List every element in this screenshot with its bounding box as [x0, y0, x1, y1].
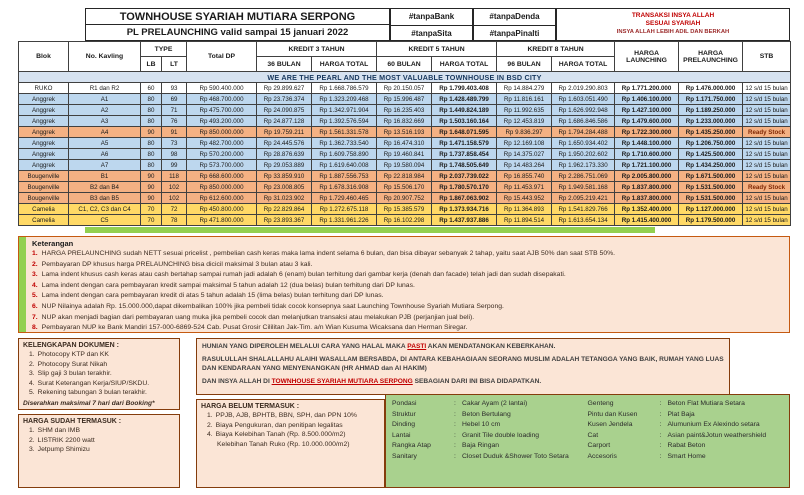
- cell-kavling: A3: [69, 116, 141, 127]
- quote-box: [196, 338, 730, 395]
- belum-termasuk-item-cont: Kelebihan Tanah Ruko (Rp. 10.000.000/m2): [217, 440, 350, 448]
- kelengkapan-dokumen-footer: Diserahkan maksimal 7 hari dari Booking*: [23, 399, 155, 407]
- spec-row: Genteng : Beton Flat Mutiara Setara: [587, 400, 745, 407]
- green-divider-strip: [85, 227, 655, 233]
- col-header-lb: LB: [141, 57, 162, 72]
- cell-kavling: C1, C2, C3 dan C4: [69, 204, 141, 215]
- quote-line: HUNIAN YANG DIPEROLEH MELALUI CARA YANG HALAL MAKA PASTI AKAN MENDATANGKAN KEBERKAHAN.: [202, 343, 556, 350]
- spec-row: Dinding : Hebel 10 cm: [392, 421, 501, 428]
- dokumen-item: 1. Photocopy KTP dan KK: [29, 351, 109, 358]
- spec-row: Lantai : Granit Tile double loading: [392, 431, 540, 439]
- kelengkapan-dokumen-title: KELENGKAPAN DOKUMEN :: [23, 342, 119, 349]
- cell-kavling: A1: [69, 94, 141, 105]
- cell-k96: Rp 11.894.514: [497, 215, 552, 226]
- col-header-prelaunching: HARGA PRELAUNCHING: [679, 42, 743, 72]
- cell-launch: Rp 1.406.100.000: [615, 94, 679, 105]
- cell-launch: Rp 1.722.300.000: [615, 127, 679, 138]
- cell-t60: Rp 1.648.071.595: [432, 127, 497, 138]
- cell-launch: Rp 1.427.100.000: [615, 105, 679, 116]
- cell-t60: Rp 1.449.824.189: [432, 105, 497, 116]
- cell-k96: Rp 12.453.819: [497, 116, 552, 127]
- spec-row: Accesoris : Smart Home: [587, 452, 706, 460]
- cell-launch: Rp 1.448.100.000: [615, 138, 679, 149]
- cell-lb: 70: [141, 204, 162, 215]
- cell-t96: Rp 1.686.846.586: [552, 116, 615, 127]
- cell-blok: Anggrek: [19, 94, 69, 105]
- hashtag-column-1: [390, 8, 473, 41]
- cell-k96: Rp 11.453.971: [497, 182, 552, 193]
- cell-dp: Rp 668.600.000: [187, 171, 257, 182]
- cell-lt: 118: [162, 171, 187, 182]
- cell-k60: Rp 19.460.841: [377, 149, 432, 160]
- table-row: [19, 204, 791, 215]
- cell-t96: Rp 1.541.829.766: [552, 204, 615, 215]
- quote-line: DAN INSYA ALLAH DI TOWNHOUSE SYARIAH MUTIARA SERPONG SEBAGIAN DARI INI BISA DIDAPATKAN.: [202, 378, 542, 385]
- sudah-termasuk-item: 1. SHM dan IMB: [29, 427, 80, 434]
- syariah-note: [556, 8, 790, 41]
- spec-row: Cat : Asian paint&Jotun weathershield: [587, 431, 767, 439]
- cell-dp: Rp 850.000.000: [187, 127, 257, 138]
- cell-stb: 12 s/d 15 bulan: [743, 193, 791, 204]
- cell-t60: Rp 1.428.489.799: [432, 94, 497, 105]
- belum-termasuk-item: 4. Biaya Kelebihan Tanah (Rp. 8.500.000/m2): [207, 431, 346, 438]
- keterangan-note: 1. HARGA PRELAUNCHING sudah NETT sesuai pricelist , pembelian cash keras maka lama indent selama 6 bulan, dan bisa dibayar sebanyak 2 tahap, yaitu saat AJB 50% dan saat STB 50%.: [32, 250, 616, 257]
- cell-k60: Rp 22.818.984: [377, 171, 432, 182]
- cell-lb: 80: [141, 160, 162, 171]
- syariah-note-line1: TRANSAKSI INSYA ALLAH: [631, 12, 715, 19]
- cell-k36: Rp 24.877.128: [257, 116, 312, 127]
- cell-k36: Rp 24.090.875: [257, 105, 312, 116]
- cell-dp: Rp 482.700.000: [187, 138, 257, 149]
- cell-t96: Rp 1.603.051.490: [552, 94, 615, 105]
- cell-t60: Rp 1.503.160.164: [432, 116, 497, 127]
- cell-stb: 12 s/d 15 bulan: [743, 83, 791, 94]
- cell-pre: Rp 1.425.500.000: [679, 149, 743, 160]
- cell-lt: 102: [162, 193, 187, 204]
- table-row: [19, 160, 791, 171]
- col-header-lt: LT: [162, 57, 187, 72]
- cell-t60: Rp 1.471.158.579: [432, 138, 497, 149]
- col-header-kavling: No. Kavling: [69, 42, 141, 72]
- cell-stb: 12 s/d 15 bulan: [743, 116, 791, 127]
- cell-t60: Rp 1.748.505.649: [432, 160, 497, 171]
- cell-kavling: B1: [69, 171, 141, 182]
- banner-text: WE ARE THE PEARL AND THE MOST VALUABLE TOWNHOUSE IN BSD CITY: [19, 72, 791, 83]
- cell-stb: 12 s/d 15 bulan: [743, 138, 791, 149]
- harga-sudah-termasuk-box: [18, 414, 180, 488]
- cell-pre: Rp 1.233.000.000: [679, 116, 743, 127]
- cell-lb: 80: [141, 94, 162, 105]
- spesifikasi-left-column: [392, 399, 588, 483]
- dokumen-item: 4. Surat Keterangan Kerja/SIUP/SKDU.: [29, 379, 150, 387]
- cell-t36: Rp 1.323.209.468: [312, 94, 377, 105]
- table-row: [19, 83, 791, 94]
- cell-stb: Ready Stock: [743, 127, 791, 138]
- spec-row: Struktur : Beton Bertulang: [392, 410, 511, 418]
- cell-launch: Rp 1.710.600.000: [615, 149, 679, 160]
- cell-t96: Rp 2.286.751.069: [552, 171, 615, 182]
- cell-dp: Rp 612.600.000: [187, 193, 257, 204]
- cell-stb: 12 s/d 15 bulan: [743, 215, 791, 226]
- cell-launch: Rp 1.479.600.000: [615, 116, 679, 127]
- cell-pre: Rp 1.476.000.000: [679, 83, 743, 94]
- cell-lb: 80: [141, 116, 162, 127]
- cell-lt: 76: [162, 116, 187, 127]
- spec-row: Carport : Rabat Beton: [587, 442, 706, 449]
- cell-stb: 12 s/d 15 bulan: [743, 160, 791, 171]
- price-table: [18, 41, 791, 226]
- col-header-kredit3: KREDIT 3 TAHUN: [257, 42, 377, 57]
- cell-dp: Rp 493.200.000: [187, 116, 257, 127]
- table-row: [19, 94, 791, 105]
- table-row: [19, 215, 791, 226]
- sudah-termasuk-item: 3. Jetpump Shimizu: [29, 446, 90, 453]
- cell-t36: Rp 1.561.331.578: [312, 127, 377, 138]
- keterangan-note: 3. Lama indent khusus cash keras atau cash bertahap sampai rumah jadi adalah 6 (enam) bulan terhitung dari gambar kerja (denah dan facade) telah jadi dan sudah disepakati.: [32, 271, 566, 279]
- cell-kavling: C5: [69, 215, 141, 226]
- cell-launch: Rp 1.721.100.000: [615, 160, 679, 171]
- cell-k60: Rp 13.516.193: [377, 127, 432, 138]
- cell-launch: Rp 1.415.400.000: [615, 215, 679, 226]
- cell-launch: Rp 1.771.200.000: [615, 83, 679, 94]
- table-row: [19, 149, 791, 160]
- cell-lb: 60: [141, 83, 162, 94]
- spesifikasi-right-column: [588, 399, 784, 483]
- col-header-kredit5: KREDIT 5 TAHUN: [377, 42, 497, 57]
- cell-k96: Rp 15.443.952: [497, 193, 552, 204]
- spesifikasi-box: [385, 394, 790, 488]
- cell-pre: Rp 1.127.000.000: [679, 204, 743, 215]
- cell-launch: Rp 1.837.800.000: [615, 182, 679, 193]
- harga-belum-termasuk-title: HARGA BELUM TERMASUK :: [201, 403, 300, 410]
- cell-lb: 70: [141, 215, 162, 226]
- cell-k36: Rp 31.023.902: [257, 193, 312, 204]
- cell-stb: 12 s/d 15 bulan: [743, 204, 791, 215]
- syariah-note-line3: INSYA ALLAH LEBIH ADIL DAN BERKAH: [616, 29, 730, 35]
- cell-k96: Rp 14.483.264: [497, 160, 552, 171]
- quote-line: RASULULLAH SHALALLAHU ALAIHI WASALLAM BERSABDA, DI ANTARA KEBAHAGIAAN SEORANG MUSLIM ADALAH TETANGGA YANG BAIK, RUMAH YANG LUAS DAN KENDARAAN YANG MENYENANGKAN (HR AHMAD dan Al HAKIM): [202, 356, 724, 372]
- table-row: [19, 138, 791, 149]
- cell-blok: Camelia: [19, 215, 69, 226]
- cell-kavling: A5: [69, 138, 141, 149]
- col-header-harga-total-3: HARGA TOTAL: [312, 57, 377, 72]
- cell-k96: Rp 14.884.279: [497, 83, 552, 94]
- cell-k36: Rp 33.859.910: [257, 171, 312, 182]
- cell-blok: Anggrek: [19, 160, 69, 171]
- spec-row: Rangka Atap : Baja Ringan: [392, 442, 500, 449]
- cell-blok: Bougenville: [19, 182, 69, 193]
- col-header-36bulan: 36 BULAN: [257, 57, 312, 72]
- cell-k96: Rp 12.169.108: [497, 138, 552, 149]
- cell-stb: 12 s/d 15 bulan: [743, 105, 791, 116]
- cell-pre: Rp 1.435.250.000: [679, 127, 743, 138]
- cell-t36: Rp 1.609.758.890: [312, 149, 377, 160]
- cell-t60: Rp 1.780.570.170: [432, 182, 497, 193]
- cell-pre: Rp 1.531.500.000: [679, 182, 743, 193]
- cell-lb: 90: [141, 171, 162, 182]
- cell-lt: 99: [162, 160, 187, 171]
- hashtag-column-2: [473, 8, 556, 41]
- table-row: [19, 116, 791, 127]
- cell-k36: Rp 22.829.864: [257, 204, 312, 215]
- page-subtitle: PL PRELAUNCHING valid sampai 15 januari 2022: [126, 27, 349, 38]
- cell-k96: Rp 11.816.161: [497, 94, 552, 105]
- keterangan-note: 2. Pembayaran DP khusus harga PRELAUNCHING bisa dicicil maksimal 3 bulan atau 3 kali.: [32, 260, 313, 268]
- syariah-note-line2: SESUAI SYARIAH: [645, 20, 701, 27]
- col-header-kredit8: KREDIT 8 TAHUN: [497, 42, 615, 57]
- sudah-termasuk-item: 2. LISTRIK 2200 watt: [29, 436, 95, 444]
- col-header-96bulan: 96 BULAN: [497, 57, 552, 72]
- dokumen-item: 2. Photocopy Surat Nikah: [29, 360, 108, 368]
- cell-stb: 12 s/d 15 bulan: [743, 94, 791, 105]
- keterangan-green-bar: [19, 237, 26, 332]
- harga-belum-termasuk-box: [196, 399, 385, 488]
- cell-lb: 80: [141, 138, 162, 149]
- col-header-type: TYPE: [141, 42, 187, 57]
- cell-blok: Camelia: [19, 204, 69, 215]
- cell-pre: Rp 1.206.750.000: [679, 138, 743, 149]
- col-header-blok: Blok: [19, 42, 69, 72]
- belum-termasuk-item: 1. PPJB, AJB, BPHTB, BBN, SPH, dan PPN 10%: [207, 412, 357, 419]
- cell-stb: 12 s/d 15 bulan: [743, 171, 791, 182]
- cell-blok: Anggrek: [19, 149, 69, 160]
- cell-t96: Rp 1.949.581.168: [552, 182, 615, 193]
- hashtag-pinalti: #tanpaPinalti: [489, 28, 540, 38]
- cell-lb: 90: [141, 193, 162, 204]
- cell-t36: Rp 1.668.786.579: [312, 83, 377, 94]
- col-header-harga-total-5: HARGA TOTAL: [432, 57, 497, 72]
- cell-lt: 73: [162, 138, 187, 149]
- cell-t96: Rp 2.019.290.803: [552, 83, 615, 94]
- cell-stb: 12 s/d 15 bulan: [743, 149, 791, 160]
- cell-lt: 69: [162, 94, 187, 105]
- cell-k60: Rp 20.907.752: [377, 193, 432, 204]
- keterangan-note: 6. NUP Nilainya adalah Rp. 15.000.000,dapat dikembalikan 100% jika pembeli tidak cocok konsepnya saat Launching Townhouse Syariah Mutiara Serpong.: [32, 302, 504, 310]
- cell-k36: Rp 19.759.211: [257, 127, 312, 138]
- cell-dp: Rp 850.000.000: [187, 182, 257, 193]
- cell-t36: Rp 1.272.675.118: [312, 204, 377, 215]
- cell-t36: Rp 1.729.460.465: [312, 193, 377, 204]
- cell-t36: Rp 1.331.961.226: [312, 215, 377, 226]
- cell-t60: Rp 1.737.858.454: [432, 149, 497, 160]
- cell-dp: Rp 573.700.000: [187, 160, 257, 171]
- cell-t36: Rp 1.392.576.594: [312, 116, 377, 127]
- cell-k96: Rp 9.836.297: [497, 127, 552, 138]
- cell-k96: Rp 16.855.740: [497, 171, 552, 182]
- title-block: [85, 8, 390, 41]
- cell-pre: Rp 1.671.500.000: [679, 171, 743, 182]
- cell-k60: Rp 16.832.669: [377, 116, 432, 127]
- hashtag-sita: #tanpaSita: [411, 28, 452, 38]
- hashtag-bank: #tanpaBank: [391, 9, 472, 26]
- cell-t60: Rp 1.867.063.902: [432, 193, 497, 204]
- cell-k60: Rp 15.506.170: [377, 182, 432, 193]
- dokumen-item: 5. Rekening tabungan 3 bulan terakhir.: [29, 389, 147, 396]
- cell-pre: Rp 1.434.250.000: [679, 160, 743, 171]
- cell-lt: 71: [162, 105, 187, 116]
- cell-k60: Rp 19.580.094: [377, 160, 432, 171]
- cell-dp: Rp 570.200.000: [187, 149, 257, 160]
- page-title: TOWNHOUSE SYARIAH MUTIARA SERPONG: [86, 9, 389, 25]
- keterangan-note: 8. Pembayaran NUP ke Bank Mandiri 157-000-6869-524 Cab. Pusat Grosir Cililitan Jak-Tim. a/n Wian Kusuma Wicaksana dan Herman Siregar.: [32, 324, 468, 332]
- cell-launch: Rp 1.352.400.000: [615, 204, 679, 215]
- col-header-60bulan: 60 BULAN: [377, 57, 432, 72]
- cell-t60: Rp 1.373.934.716: [432, 204, 497, 215]
- cell-dp: Rp 475.700.000: [187, 105, 257, 116]
- table-row: [19, 182, 791, 193]
- cell-pre: Rp 1.189.250.000: [679, 105, 743, 116]
- hashtag-denda: #tanpaDenda: [474, 9, 555, 26]
- cell-t96: Rp 1.626.992.948: [552, 105, 615, 116]
- cell-k60: Rp 15.996.487: [377, 94, 432, 105]
- col-header-stb: STB: [743, 42, 791, 72]
- cell-kavling: A4: [69, 127, 141, 138]
- cell-kavling: B2 dan B4: [69, 182, 141, 193]
- cell-dp: Rp 468.700.000: [187, 94, 257, 105]
- cell-k60: Rp 16.235.403: [377, 105, 432, 116]
- cell-t96: Rp 1.613.654.134: [552, 215, 615, 226]
- keterangan-notes: [32, 249, 785, 334]
- harga-belum-termasuk-list: [197, 411, 384, 449]
- cell-k36: Rp 23.736.374: [257, 94, 312, 105]
- keterangan-note: 7. NUP akan menjadi bagian dari pembayaran uang muka jika pembeli cocok dan melanjutkan transaksi atau melakukan PJB (perjanjian jual beli).: [32, 313, 475, 321]
- cell-t60: Rp 2.037.739.022: [432, 171, 497, 182]
- col-header-harga-total-8: HARGA TOTAL: [552, 57, 615, 72]
- keterangan-title: Keterangan: [32, 239, 74, 248]
- cell-t60: Rp 1.799.403.408: [432, 83, 497, 94]
- cell-k36: Rp 23.008.805: [257, 182, 312, 193]
- cell-kavling: A6: [69, 149, 141, 160]
- dokumen-item: 3. Slip gaji 3 bulan terakhir.: [29, 370, 112, 377]
- belum-termasuk-item: 2. Biaya Pengukuran, dan penitipan legalitas: [207, 421, 343, 429]
- col-header-total-dp: Total DP: [187, 42, 257, 72]
- cell-t96: Rp 2.095.219.421: [552, 193, 615, 204]
- keterangan-note: 5. Lama indent dengan cara pembayaran kredit di atas 5 tahun adalah 15 (lima belas) bulan terhitung dari DP lunas.: [32, 292, 384, 300]
- cell-blok: Anggrek: [19, 127, 69, 138]
- cell-lb: 90: [141, 182, 162, 193]
- cell-blok: Bougenville: [19, 171, 69, 182]
- kelengkapan-dokumen-box: [18, 338, 180, 410]
- cell-lt: 72: [162, 204, 187, 215]
- cell-dp: Rp 450.800.000: [187, 204, 257, 215]
- cell-t36: Rp 1.342.971.904: [312, 105, 377, 116]
- harga-sudah-termasuk-list: [19, 426, 179, 455]
- cell-k96: Rp 11.364.893: [497, 204, 552, 215]
- cell-lt: 102: [162, 182, 187, 193]
- col-header-launching: HARGA LAUNCHING: [615, 42, 679, 72]
- spec-row: Sanitary : Closet Duduk &Shower Toto Setara: [392, 452, 569, 460]
- table-row: [19, 105, 791, 116]
- cell-blok: Anggrek: [19, 105, 69, 116]
- price-table-body: [19, 83, 791, 226]
- cell-dp: Rp 590.400.000: [187, 83, 257, 94]
- cell-pre: Rp 1.179.500.000: [679, 215, 743, 226]
- cell-launch: Rp 2.005.800.000: [615, 171, 679, 182]
- cell-lt: 98: [162, 149, 187, 160]
- cell-t96: Rp 1.962.173.330: [552, 160, 615, 171]
- harga-sudah-termasuk-title: HARGA SUDAH TERMASUK :: [23, 418, 122, 425]
- cell-blok: Anggrek: [19, 138, 69, 149]
- cell-kavling: A7: [69, 160, 141, 171]
- spec-row: Kusen Jendela : Alumunium Ex Alexindo setara: [587, 421, 760, 428]
- cell-k36: Rp 23.893.367: [257, 215, 312, 226]
- cell-k96: Rp 14.375.027: [497, 149, 552, 160]
- keterangan-note: 4. Lama indent dengan cara pembayaran kredit sampai maksimal 5 tahun adalah 12 (dua belas) bulan terhitung dari DP lunas.: [32, 281, 415, 289]
- keterangan-section: [18, 236, 790, 333]
- table-row: [19, 171, 791, 182]
- cell-lt: 78: [162, 215, 187, 226]
- table-row: [19, 127, 791, 138]
- cell-t96: Rp 1.950.202.602: [552, 149, 615, 160]
- cell-t36: Rp 1.678.316.908: [312, 182, 377, 193]
- cell-kavling: R1 dan R2: [69, 83, 141, 94]
- cell-lb: 80: [141, 105, 162, 116]
- cell-k60: Rp 16.102.298: [377, 215, 432, 226]
- cell-lt: 93: [162, 83, 187, 94]
- spec-row: Pintu dan Kusen : Plat Baja: [587, 410, 695, 418]
- cell-t36: Rp 1.362.733.540: [312, 138, 377, 149]
- cell-blok: Bougenville: [19, 193, 69, 204]
- cell-lb: 80: [141, 149, 162, 160]
- table-row: [19, 193, 791, 204]
- cell-stb: Ready Stock: [743, 182, 791, 193]
- cell-t36: Rp 1.619.640.008: [312, 160, 377, 171]
- cell-blok: RUKO: [19, 83, 69, 94]
- cell-k60: Rp 16.474.310: [377, 138, 432, 149]
- cell-kavling: A2: [69, 105, 141, 116]
- cell-lt: 91: [162, 127, 187, 138]
- cell-k60: Rp 20.150.057: [377, 83, 432, 94]
- cell-pre: Rp 1.171.750.000: [679, 94, 743, 105]
- cell-k36: Rp 24.445.576: [257, 138, 312, 149]
- cell-dp: Rp 471.800.000: [187, 215, 257, 226]
- cell-t96: Rp 1.794.284.488: [552, 127, 615, 138]
- cell-k36: Rp 29.899.627: [257, 83, 312, 94]
- cell-pre: Rp 1.531.500.000: [679, 193, 743, 204]
- cell-kavling: B3 dan B5: [69, 193, 141, 204]
- cell-k36: Rp 28.876.639: [257, 149, 312, 160]
- cell-t60: Rp 1.437.937.886: [432, 215, 497, 226]
- cell-lb: 90: [141, 127, 162, 138]
- cell-launch: Rp 1.837.800.000: [615, 193, 679, 204]
- kelengkapan-dokumen-list: [19, 350, 179, 398]
- cell-k96: Rp 11.992.635: [497, 105, 552, 116]
- cell-k60: Rp 15.385.579: [377, 204, 432, 215]
- cell-blok: Anggrek: [19, 116, 69, 127]
- spec-row: Pondasi : Cakar Ayam (2 lantai): [392, 400, 528, 407]
- cell-k36: Rp 29.053.889: [257, 160, 312, 171]
- cell-t36: Rp 1.887.556.753: [312, 171, 377, 182]
- cell-t96: Rp 1.650.934.402: [552, 138, 615, 149]
